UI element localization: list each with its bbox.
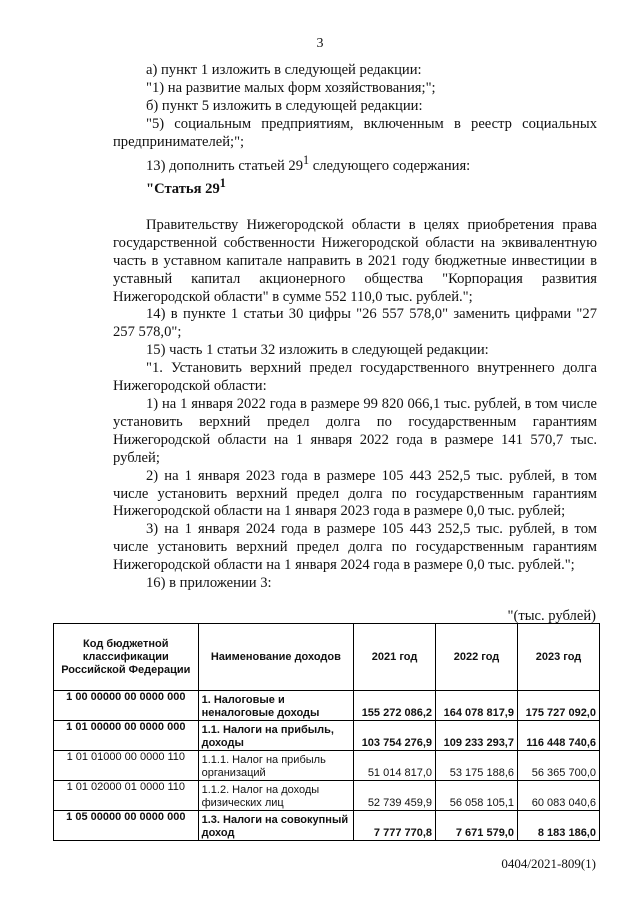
header-code: Код бюджетной классификации Российской Федерации <box>54 624 199 691</box>
superscript: 1 <box>219 176 226 191</box>
paragraph: 16) в приложении 3: <box>146 575 272 592</box>
paragraph: а) пункт 1 изложить в следующей редакции: <box>146 62 422 78</box>
paragraph: "1. Установить верхний предел государственного внутреннего долга Нижегородской области: <box>113 360 597 395</box>
paragraph: 3) на 1 января 2024 года в размере 105 443 252,5 тыс. рублей, в том числе установить верхний предел долга по государственным гарантиям Нижегородской области на 1 января 2024 года в размере 0,0 тыс. рублей."; <box>113 521 597 574</box>
paragraph-text-tail: следующего содержания: <box>309 157 471 174</box>
spacer <box>113 199 597 217</box>
cell-2021: 103 754 276,9 <box>354 721 436 751</box>
cell-2023: 8 183 186,0 <box>518 811 600 841</box>
page-number: 3 <box>316 36 324 51</box>
cell-name: 1.1.2. Налог на доходы физических лиц <box>198 781 353 811</box>
cell-2023: 60 083 040,6 <box>518 781 600 811</box>
cell-2021: 51 014 817,0 <box>354 751 436 781</box>
cell-code: 1 00 00000 00 0000 000 <box>54 691 199 721</box>
article-title: "Статья 29 <box>146 181 220 198</box>
cell-2023: 116 448 740,6 <box>518 721 600 751</box>
revenue-table <box>53 623 600 841</box>
cell-2022: 164 078 817,9 <box>436 691 518 721</box>
cell-code: 1 01 02000 01 0000 110 <box>54 781 199 811</box>
table-row <box>54 691 600 721</box>
cell-2022: 7 671 579,0 <box>436 811 518 841</box>
table-header-row <box>54 624 600 691</box>
cell-name: 1.3. Налоги на совокупный доход <box>198 811 353 841</box>
table-unit: "(тыс. рублей) <box>507 608 596 624</box>
cell-name: 1.1.1. Налог на прибыль организаций <box>198 751 353 781</box>
cell-name: 1.1. Налоги на прибыль, доходы <box>198 721 353 751</box>
paragraph-text: 13) дополнить статьей 29 <box>146 157 304 174</box>
table-row <box>54 751 600 781</box>
paragraph: Правительству Нижегородской области в целях приобретения права государственной собственности Нижегородской области на эквивалентную часть в уставном капитале направить в 2021 году бюджетные инвестиции в уставный капитал акционерного общества "Корпорация развития Нижегородской области" в сумме 552 110,0 тыс. рублей."; <box>113 216 597 305</box>
header-2022: 2022 год <box>436 624 518 691</box>
paragraph: б) пункт 5 изложить в следующей редакции: <box>146 97 423 114</box>
header-name: Наименование доходов <box>198 624 353 691</box>
cell-code: 1 05 00000 00 0000 000 <box>54 811 199 841</box>
document-body <box>113 62 597 593</box>
cell-code: 1 01 01000 00 0000 110 <box>54 751 199 781</box>
cell-2022: 56 058 105,1 <box>436 781 518 811</box>
cell-2021: 155 272 086,2 <box>354 691 436 721</box>
table-row <box>54 721 600 751</box>
cell-2023: 175 727 092,0 <box>518 691 600 721</box>
superscript: 1 <box>303 152 310 167</box>
table-row <box>54 781 600 811</box>
cell-2021: 7 777 770,8 <box>354 811 436 841</box>
header-2021: 2021 год <box>354 624 436 691</box>
paragraph: 14) в пункте 1 статьи 30 цифры "26 557 578,0" заменить цифрами "27 257 578,0"; <box>113 306 597 341</box>
article-heading <box>113 175 597 199</box>
cell-2022: 53 175 188,6 <box>436 751 518 781</box>
header-2023: 2023 год <box>518 624 600 691</box>
paragraph: 1) на 1 января 2022 года в размере 99 820 066,1 тыс. рублей, в том числе установить верхний предел долга по государственным гарантиям Нижегородской области на 1 января 2022 года в размере 141 570,7 тыс. рублей; <box>113 396 597 466</box>
paragraph: 2) на 1 января 2023 года в размере 105 443 252,5 тыс. рублей, в том числе установить верхний предел долга по государственным гарантиям Нижегородской области на 1 января 2023 года в размере 0,0 тыс. рублей; <box>113 467 597 520</box>
cell-2023: 56 365 700,0 <box>518 751 600 781</box>
paragraph: "1) на развитие малых форм хозяйствования;"; <box>146 79 436 96</box>
document-code: 0404/2021-809(1) <box>501 856 596 871</box>
cell-name: 1. Налоговые и неналоговые доходы <box>198 691 353 721</box>
paragraph: 15) часть 1 статьи 32 изложить в следующей редакции: <box>146 342 489 359</box>
paragraph-article-13 <box>113 152 597 176</box>
cell-2022: 109 233 293,7 <box>436 721 518 751</box>
cell-2021: 52 739 459,9 <box>354 781 436 811</box>
cell-code: 1 01 00000 00 0000 000 <box>54 721 199 751</box>
paragraph: "5) социальным предприятиям, включенным в реестр социальных предпринимателей;"; <box>113 115 597 150</box>
table-row <box>54 811 600 841</box>
